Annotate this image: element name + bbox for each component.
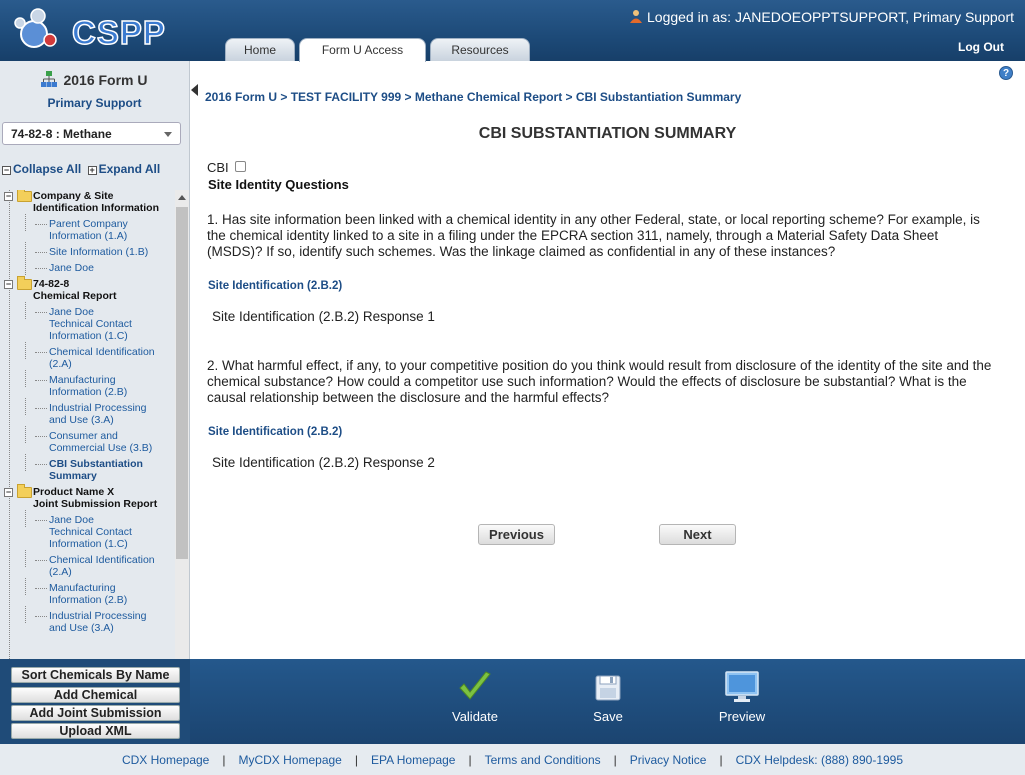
action-bar	[190, 659, 1025, 744]
tree-node-label: Identification Information	[33, 202, 159, 214]
logged-in-label: Logged in as: JANEDOEOPPTSUPPORT, Primary Support	[647, 9, 1014, 25]
floppy-disk-icon	[595, 671, 621, 703]
chevron-down-icon	[164, 132, 172, 137]
tree-node-label: and Use (3.A)	[49, 622, 114, 634]
tree-connector-line	[25, 426, 26, 443]
tree-node-label: Information (1.C)	[49, 330, 128, 342]
molecule-icon	[12, 6, 72, 52]
tree-node-label: Industrial Processing	[49, 610, 147, 622]
tree-node-label: Parent Company	[49, 218, 128, 230]
footer-separator: |	[613, 753, 617, 767]
cbi-row	[207, 160, 246, 175]
tree-node-label: Company & Site	[33, 190, 114, 202]
question-1-field-label: Site Identification (2.B.2)	[208, 280, 343, 292]
cbi-label: CBI	[207, 160, 229, 175]
question-2-field-label: Site Identification (2.B.2)	[208, 426, 343, 438]
tree-node-label: Technical Contact	[49, 526, 132, 538]
tree-node-label: and Use (3.A)	[49, 414, 114, 426]
tree-item[interactable]	[2, 610, 174, 634]
tree-connector	[35, 268, 47, 269]
collapse-all-link[interactable]	[2, 162, 81, 176]
tree-connector-line	[25, 606, 26, 623]
tree-folder[interactable]	[2, 486, 174, 510]
tree-connector-line	[25, 370, 26, 387]
scroll-up-icon[interactable]	[178, 195, 186, 200]
tree-connector-line	[25, 398, 26, 415]
app-name: CSPP	[72, 14, 166, 51]
tree-connector	[35, 224, 47, 225]
tree-connector	[35, 464, 47, 465]
checkmark-icon	[457, 671, 493, 703]
preview-label: Preview	[718, 709, 766, 724]
tree-connector-line	[25, 214, 26, 231]
navigation-tree	[2, 190, 174, 695]
footer	[0, 744, 1025, 775]
monitor-icon	[725, 671, 759, 703]
sidebar-collapse-arrow-icon[interactable]	[191, 84, 198, 96]
cbi-checkbox[interactable]	[235, 161, 246, 172]
collapse-all-label: Collapse All	[13, 162, 82, 176]
tree-node-label: Manufacturing	[49, 374, 116, 386]
tree-node-label: Chemical Identification	[49, 554, 155, 566]
tree-node-label: Product Name X	[33, 486, 115, 498]
tree-node-label: (2.A)	[49, 358, 72, 370]
tree-connector	[35, 588, 47, 589]
previous-button[interactable]: Previous	[478, 524, 555, 545]
save-button[interactable]	[563, 671, 653, 724]
footer-separator: |	[719, 753, 723, 767]
section-title: Site Identity Questions	[208, 177, 349, 192]
question-2-response: Site Identification (2.B.2) Response 2	[212, 455, 435, 470]
expand-all-label: Expand All	[98, 162, 161, 176]
folder-open-icon	[17, 279, 32, 290]
tree-item[interactable]	[2, 262, 174, 274]
footer-link-privacy[interactable]: Privacy Notice	[629, 753, 707, 767]
tree-item[interactable]	[2, 346, 174, 370]
footer-separator: |	[222, 753, 226, 767]
tree-node-label: Manufacturing	[49, 582, 116, 594]
tree-item[interactable]	[2, 402, 174, 426]
preview-button[interactable]	[697, 671, 787, 724]
tree-node-label: (2.A)	[49, 566, 72, 578]
tree-folder[interactable]	[2, 278, 174, 302]
tree-connector	[35, 436, 47, 437]
next-button[interactable]: Next	[659, 524, 736, 545]
save-label: Save	[593, 709, 623, 724]
tree-item[interactable]	[2, 306, 174, 342]
footer-link-helpdesk[interactable]: CDX Helpdesk: (888) 890-1995	[735, 753, 904, 767]
footer-separator: |	[468, 753, 472, 767]
tree-connector-line	[25, 242, 26, 259]
tree-connector	[35, 616, 47, 617]
tree-connector-line	[25, 342, 26, 359]
sort-chemicals-button[interactable]: Sort Chemicals By Name	[11, 667, 180, 683]
tree-node-label: Industrial Processing	[49, 402, 147, 414]
tree-node-label: CBI Substantiation	[49, 458, 143, 470]
sidebar-role: Primary Support	[47, 96, 142, 110]
upload-xml-button[interactable]: Upload XML	[11, 723, 180, 739]
tree-item-current[interactable]	[2, 458, 174, 482]
tree-node-label: Information (1.C)	[49, 538, 128, 550]
sidebar-actions	[0, 659, 190, 744]
tree-item[interactable]	[2, 582, 174, 606]
sidebar-form-title	[0, 71, 189, 88]
question-2: 2. What harmful effect, if any, to your competitive position do you think would result from disclosure of the identity of the site and the chemical substance? How could a competitor use such information? Would the effects of disclosure be substantial? What is the causal relationship between the disclosure and the harmful effects?	[207, 358, 992, 405]
tree-connector-line	[25, 578, 26, 595]
minus-icon[interactable]: −	[5, 487, 12, 497]
tree-item[interactable]	[2, 430, 174, 454]
add-chemical-button[interactable]: Add Chemical	[11, 687, 180, 703]
tree-node-label: Chemical Identification	[49, 346, 155, 358]
tree-connector-line	[25, 258, 26, 275]
footer-link-cdx-homepage[interactable]: CDX Homepage	[121, 753, 210, 767]
footer-link-epa-homepage[interactable]: EPA Homepage	[370, 753, 456, 767]
tree-node-label: Summary	[49, 470, 97, 482]
tree-node-label: Consumer and	[49, 430, 118, 442]
tree-connector-line	[25, 550, 26, 567]
expand-all-link[interactable]	[85, 162, 161, 176]
tree-node-label: Joint Submission Report	[33, 498, 158, 510]
help-icon[interactable]: ?	[999, 66, 1013, 80]
header-bar	[0, 0, 1025, 61]
folder-open-icon	[17, 487, 32, 498]
logged-in-info	[629, 9, 1014, 25]
tree-node-label: Information (2.B)	[49, 386, 128, 398]
tree-connector	[35, 312, 47, 313]
tree-connector	[35, 408, 47, 409]
tree-node-label: Information (2.B)	[49, 594, 128, 606]
tree-connector-line	[25, 302, 26, 319]
page-title: CBI SUBSTANTIATION SUMMARY	[478, 125, 737, 142]
tab-home[interactable]: Home	[225, 38, 295, 61]
tree-node-label: 74-82-8	[33, 278, 70, 290]
footer-separator: |	[354, 753, 358, 767]
tree-connector-line	[25, 510, 26, 527]
tree-controls	[2, 162, 160, 176]
tree-connector	[35, 380, 47, 381]
tree-node-label: Technical Contact	[49, 318, 132, 330]
chemical-select-value: 74-82-8 : Methane	[11, 127, 112, 141]
tree-node-label: Information (1.A)	[49, 230, 128, 242]
tree-item[interactable]	[2, 514, 174, 550]
folder-open-icon	[17, 191, 32, 202]
tree-item[interactable]	[2, 374, 174, 398]
tree-node-label: Chemical Report	[33, 290, 117, 302]
logout-link[interactable]: Log Out	[958, 40, 1004, 54]
footer-link-mycdx-homepage[interactable]: MyCDX Homepage	[238, 753, 342, 767]
plus-icon: +	[89, 165, 95, 175]
question-1-response: Site Identification (2.B.2) Response 1	[212, 309, 435, 324]
add-joint-submission-button[interactable]: Add Joint Submission	[11, 705, 180, 721]
tree-connector	[35, 520, 47, 521]
tree-connector	[35, 352, 47, 353]
tree-node-label: Jane Doe	[49, 306, 94, 318]
tree-connector	[35, 560, 47, 561]
user-icon	[629, 9, 643, 23]
scroll-thumb[interactable]	[176, 207, 188, 559]
breadcrumb[interactable]: 2016 Form U > TEST FACILITY 999 > Methane Chemical Report > CBI Substantiation Summary	[205, 90, 742, 104]
validate-label: Validate	[451, 709, 498, 724]
tree-item[interactable]	[2, 246, 174, 258]
validate-button[interactable]	[430, 671, 520, 724]
tree-scrollbar[interactable]	[175, 190, 189, 695]
chemical-select[interactable]	[2, 122, 181, 145]
cspp-logo[interactable]	[12, 6, 166, 52]
tree-node-label: Jane Doe	[49, 514, 94, 526]
tree-item[interactable]	[2, 218, 174, 242]
tree-node-label: Commercial Use (3.B)	[49, 442, 153, 454]
tree-node-label: Jane Doe	[49, 262, 94, 274]
question-1: 1. Has site information been linked with a chemical identity in any other Federal, state, or local reporting scheme? For example, is the chemical identity linked to a site in a filing under the EPCRA section 311, namely, through a Material Safety Data Sheet (MSDS)? If so, identify such schemes. Was the linkage claimed as confidential in any of these instances?	[207, 212, 980, 259]
tree-connector-line	[25, 454, 26, 471]
tree-item[interactable]	[2, 554, 174, 578]
footer-link-terms[interactable]: Terms and Conditions	[484, 753, 601, 767]
minus-icon: −	[3, 165, 10, 175]
minus-icon[interactable]: −	[5, 191, 12, 201]
sidebar	[0, 61, 190, 659]
tree-folder[interactable]	[2, 190, 174, 214]
form-title-text: 2016 Form U	[63, 72, 148, 88]
tree-node-label: Site Information (1.B)	[49, 246, 149, 258]
tab-form-u-access[interactable]: Form U Access	[299, 38, 426, 62]
hierarchy-icon	[41, 71, 57, 87]
minus-icon[interactable]: −	[5, 279, 12, 289]
tree-connector	[35, 252, 47, 253]
tab-resources[interactable]: Resources	[430, 38, 530, 61]
